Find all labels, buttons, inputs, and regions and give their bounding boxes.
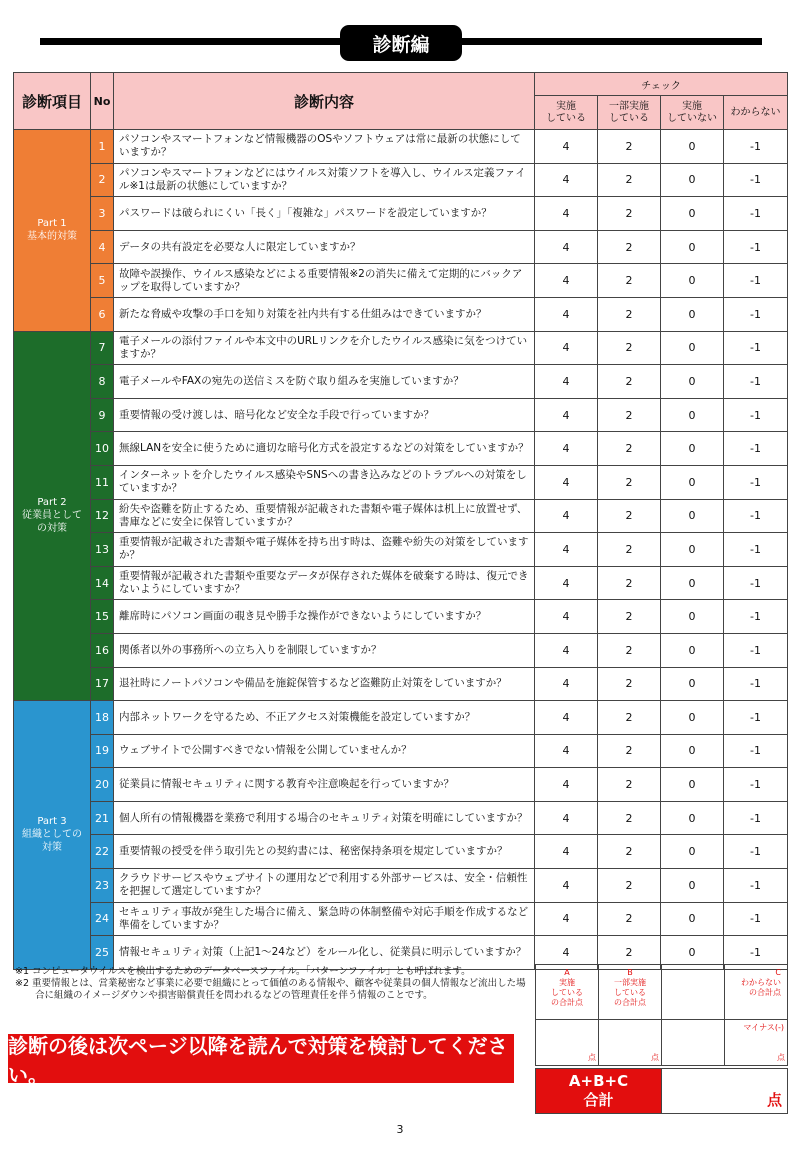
score-partial[interactable]: 2 xyxy=(598,331,661,365)
sum-line: 一部実施 xyxy=(614,978,646,987)
score-partial[interactable]: 2 xyxy=(598,835,661,869)
question-text: クラウドサービスやウェブサイトの運用などで利用する外部サービスは、安全・信頼性を把握して選定していますか？ xyxy=(114,869,535,903)
col-label-line: 実施 xyxy=(556,100,576,112)
section-label-part3 xyxy=(14,701,91,970)
table-row xyxy=(14,163,788,197)
header-item: 診断項目 xyxy=(14,73,91,130)
score-notdone[interactable]: 0 xyxy=(661,331,724,365)
score-unknown[interactable]: -1 xyxy=(724,197,788,231)
score-notdone[interactable]: 0 xyxy=(661,600,724,634)
score-notdone[interactable]: 0 xyxy=(661,130,724,164)
total-label xyxy=(536,1069,662,1114)
table-row xyxy=(14,432,788,466)
score-done[interactable]: 4 xyxy=(535,566,598,600)
score-unknown[interactable]: -1 xyxy=(724,701,788,735)
question-text: 退社時にノートパソコンや備品を施錠保管するなど盗難防止対策をしていますか？ xyxy=(114,667,535,701)
sum-b-input[interactable] xyxy=(599,1020,662,1066)
question-text: 新たな脅威や攻撃の手口を知り対策を社内共有する仕組みはできていますか？ xyxy=(114,297,535,331)
score-done[interactable]: 4 xyxy=(535,869,598,903)
notice-banner: 診断の後は次ページ以降を読んで対策を検討してください。 xyxy=(8,1034,514,1083)
question-text: パソコンやスマートフォンなどにはウイルス対策ソフトを導入し、ウイルス定義ファイル※1は最新の状態にしていますか？ xyxy=(114,163,535,197)
row-number: 7 xyxy=(91,331,114,365)
score-unknown[interactable]: -1 xyxy=(724,768,788,802)
sum-line: している xyxy=(614,988,646,997)
score-done[interactable]: 4 xyxy=(535,465,598,499)
score-unknown[interactable]: -1 xyxy=(724,566,788,600)
row-number: 4 xyxy=(91,230,114,264)
score-partial[interactable]: 2 xyxy=(598,533,661,567)
score-unknown[interactable]: -1 xyxy=(724,801,788,835)
row-number: 19 xyxy=(91,734,114,768)
table-row xyxy=(14,264,788,298)
section-label-line: 組織としての xyxy=(22,829,82,841)
score-notdone[interactable]: 0 xyxy=(661,533,724,567)
score-partial[interactable]: 2 xyxy=(598,633,661,667)
footnote-2: ※2 重要情報とは、営業秘密など事業に必要で組織にとって価値のある情報や、顧客や従業員の個人情報など流出した場合に組織のイメージダウンや損害賠償責任を問われるなどの管理責任を伴う情報のことです。 xyxy=(15,978,526,1001)
section-label-line: 対策 xyxy=(42,842,62,854)
score-partial[interactable]: 2 xyxy=(598,701,661,735)
table-row xyxy=(14,297,788,331)
score-notdone[interactable]: 0 xyxy=(661,902,724,936)
score-partial[interactable]: 2 xyxy=(598,566,661,600)
table-row xyxy=(14,734,788,768)
score-done[interactable]: 4 xyxy=(535,600,598,634)
question-text: セキュリティ事故が発生した場合に備え、緊急時の体制整備や対応手順を作成するなど準備をしていますか？ xyxy=(114,902,535,936)
score-done[interactable]: 4 xyxy=(535,197,598,231)
table-row xyxy=(14,398,788,432)
col-label-line: 一部実施 xyxy=(609,100,649,112)
table-row xyxy=(14,566,788,600)
score-notdone[interactable]: 0 xyxy=(661,936,724,970)
score-unknown[interactable]: -1 xyxy=(724,835,788,869)
question-text: 個人所有の情報機器を業務で利用する場合のセキュリティ対策を明確にしていますか？ xyxy=(114,801,535,835)
score-done[interactable]: 4 xyxy=(535,398,598,432)
score-notdone[interactable]: 0 xyxy=(661,432,724,466)
score-unknown[interactable]: -1 xyxy=(724,633,788,667)
score-notdone[interactable]: 0 xyxy=(661,365,724,399)
score-notdone[interactable]: 0 xyxy=(661,398,724,432)
score-partial[interactable]: 2 xyxy=(598,365,661,399)
section-label-line: の対策 xyxy=(37,523,67,535)
score-partial[interactable]: 2 xyxy=(598,801,661,835)
question-text: 重要情報が記載された書類や重要なデータが保存された媒体を破棄する時は、復元できないようにしていますか？ xyxy=(114,566,535,600)
row-number: 2 xyxy=(91,163,114,197)
question-text: 電子メールの添付ファイルや本文中のURLリンクを介したウイルス感染に気をつけていますか？ xyxy=(114,331,535,365)
table-row xyxy=(14,869,788,903)
total-table xyxy=(535,1068,788,1114)
score-unknown[interactable]: -1 xyxy=(724,264,788,298)
sum-line: の合計点 xyxy=(749,988,781,997)
sum-blank xyxy=(662,1020,725,1066)
score-done[interactable]: 4 xyxy=(535,902,598,936)
score-unknown[interactable]: -1 xyxy=(724,869,788,903)
score-notdone[interactable]: 0 xyxy=(661,701,724,735)
score-notdone[interactable]: 0 xyxy=(661,869,724,903)
score-notdone[interactable]: 0 xyxy=(661,264,724,298)
score-notdone[interactable]: 0 xyxy=(661,801,724,835)
score-partial[interactable]: 2 xyxy=(598,499,661,533)
table-row xyxy=(14,701,788,735)
table-row xyxy=(14,902,788,936)
sum-minus-label: マイナス(-) xyxy=(743,1023,784,1032)
question-text: データの共有設定を必要な人に限定していますか？ xyxy=(114,230,535,264)
score-notdone[interactable]: 0 xyxy=(661,499,724,533)
score-partial[interactable]: 2 xyxy=(598,902,661,936)
header-col-unknown xyxy=(724,96,788,130)
score-partial[interactable]: 2 xyxy=(598,432,661,466)
score-notdone[interactable]: 0 xyxy=(661,835,724,869)
score-done[interactable]: 4 xyxy=(535,533,598,567)
score-unknown[interactable]: -1 xyxy=(724,667,788,701)
score-partial[interactable]: 2 xyxy=(598,230,661,264)
score-unknown[interactable]: -1 xyxy=(724,734,788,768)
question-text: インターネットを介したウイルス感染やSNSへの書き込みなどのトラブルへの対策をしていますか？ xyxy=(114,465,535,499)
score-partial[interactable]: 2 xyxy=(598,130,661,164)
score-notdone[interactable]: 0 xyxy=(661,230,724,264)
score-unknown[interactable]: -1 xyxy=(724,936,788,970)
sum-unit: 点 xyxy=(651,1053,659,1062)
sum-blank xyxy=(662,965,725,1020)
sum-unit: 点 xyxy=(777,1053,785,1062)
question-text: 関係者以外の事務所への立ち入りを制限していますか？ xyxy=(114,633,535,667)
page-number: 3 xyxy=(396,1123,404,1136)
score-done[interactable]: 4 xyxy=(535,768,598,802)
row-number: 21 xyxy=(91,801,114,835)
score-unknown[interactable]: -1 xyxy=(724,398,788,432)
score-partial[interactable]: 2 xyxy=(598,297,661,331)
score-notdone[interactable]: 0 xyxy=(661,297,724,331)
score-done[interactable]: 4 xyxy=(535,667,598,701)
question-text: 従業員に情報セキュリティに関する教育や注意喚起を行っていますか？ xyxy=(114,768,535,802)
score-notdone[interactable]: 0 xyxy=(661,667,724,701)
score-unknown[interactable]: -1 xyxy=(724,902,788,936)
score-unknown[interactable]: -1 xyxy=(724,499,788,533)
score-done[interactable]: 4 xyxy=(535,130,598,164)
row-number: 11 xyxy=(91,465,114,499)
header-col-notdone xyxy=(661,96,724,130)
sum-line: の合計点 xyxy=(614,998,646,1007)
sum-line: A xyxy=(564,968,570,977)
score-done[interactable]: 4 xyxy=(535,230,598,264)
score-unknown[interactable]: -1 xyxy=(724,230,788,264)
score-done[interactable]: 4 xyxy=(535,365,598,399)
score-notdone[interactable]: 0 xyxy=(661,768,724,802)
score-done[interactable]: 4 xyxy=(535,264,598,298)
score-done[interactable]: 4 xyxy=(535,801,598,835)
row-number: 23 xyxy=(91,869,114,903)
question-text: 重要情報が記載された書類や電子媒体を持ち出す時は、盗難や紛失の対策をしていますか？ xyxy=(114,533,535,567)
score-unknown[interactable]: -1 xyxy=(724,600,788,634)
question-text: 紛失や盗難を防止するため、重要情報が記載された書類や電子媒体は机上に放置せず、書庫などに安全に保管していますか？ xyxy=(114,499,535,533)
header-col-done xyxy=(535,96,598,130)
table-row xyxy=(14,667,788,701)
section-label-line: Part 1 xyxy=(37,218,67,230)
score-notdone[interactable]: 0 xyxy=(661,566,724,600)
row-number: 9 xyxy=(91,398,114,432)
sum-unit: 点 xyxy=(588,1053,596,1062)
sum-label-c xyxy=(725,965,788,1020)
diagnosis-table xyxy=(13,72,788,970)
score-done[interactable]: 4 xyxy=(535,734,598,768)
row-number: 5 xyxy=(91,264,114,298)
score-partial[interactable]: 2 xyxy=(598,667,661,701)
question-text: 重要情報の授受を伴う取引先との契約書には、秘密保持条項を規定していますか？ xyxy=(114,835,535,869)
total-line: 合計 xyxy=(583,1091,614,1109)
question-text: 電子メールやFAXの宛先の送信ミスを防ぐ取り組みを実施していますか？ xyxy=(114,365,535,399)
sum-c-input[interactable] xyxy=(725,1020,788,1066)
question-text: 情報セキュリティ対策（上記1〜24など）をルール化し、従業員に明示していますか？ xyxy=(114,936,535,970)
table-row xyxy=(14,533,788,567)
row-number: 16 xyxy=(91,633,114,667)
row-number: 3 xyxy=(91,197,114,231)
table-row xyxy=(14,230,788,264)
row-number: 24 xyxy=(91,902,114,936)
footnote-1: ※1 コンピュータウイルスを検出するためのデータベースファイル。「パターンファイル」とも呼ばれます。 xyxy=(15,966,471,977)
col-label-line: 実施 xyxy=(682,100,702,112)
total-line: A+B+C xyxy=(568,1072,629,1090)
question-text: 離席時にパソコン画面の覗き見や勝手な操作ができないようにしていますか？ xyxy=(114,600,535,634)
table-row xyxy=(14,130,788,164)
row-number: 1 xyxy=(91,130,114,164)
score-done[interactable]: 4 xyxy=(535,936,598,970)
sum-label-b xyxy=(599,965,662,1020)
score-partial[interactable]: 2 xyxy=(598,734,661,768)
sum-line: わからない xyxy=(741,978,781,987)
row-number: 12 xyxy=(91,499,114,533)
section-label-line: 基本的対策 xyxy=(27,231,77,243)
row-number: 22 xyxy=(91,835,114,869)
score-unknown[interactable]: -1 xyxy=(724,432,788,466)
page-title: 診断編 xyxy=(340,25,462,61)
table-row xyxy=(14,197,788,231)
col-label-line: している xyxy=(609,112,649,124)
sum-line: 実施 xyxy=(559,978,575,987)
sum-line: B xyxy=(627,968,633,977)
col-label-line: わからない xyxy=(730,106,781,118)
header-no: No xyxy=(91,73,114,130)
row-number: 8 xyxy=(91,365,114,399)
section-label-part1 xyxy=(14,130,91,332)
score-done[interactable]: 4 xyxy=(535,297,598,331)
section-label-line: Part 2 xyxy=(37,497,67,509)
section-label-line: Part 3 xyxy=(37,816,67,828)
score-unknown[interactable]: -1 xyxy=(724,331,788,365)
score-partial[interactable]: 2 xyxy=(598,768,661,802)
section-label-part2 xyxy=(14,331,91,701)
question-text: 内部ネットワークを守るため、不正アクセス対策機能を設定していますか？ xyxy=(114,701,535,735)
section-label-line: 従業員として xyxy=(22,510,82,522)
score-done[interactable]: 4 xyxy=(535,499,598,533)
score-notdone[interactable]: 0 xyxy=(661,197,724,231)
score-done[interactable]: 4 xyxy=(535,835,598,869)
score-done[interactable]: 4 xyxy=(535,432,598,466)
total-input[interactable] xyxy=(662,1069,788,1114)
score-partial[interactable]: 2 xyxy=(598,600,661,634)
table-row xyxy=(14,633,788,667)
table-row xyxy=(14,331,788,365)
score-partial[interactable]: 2 xyxy=(598,264,661,298)
question-text: 故障や誤操作、ウイルス感染などによる重要情報※2の消失に備えて定期的にバックアップを取得していますか？ xyxy=(114,264,535,298)
score-partial[interactable]: 2 xyxy=(598,163,661,197)
col-label-line: している xyxy=(546,112,586,124)
score-notdone[interactable]: 0 xyxy=(661,163,724,197)
table-row xyxy=(14,801,788,835)
score-notdone[interactable]: 0 xyxy=(661,633,724,667)
score-unknown[interactable]: -1 xyxy=(724,533,788,567)
score-partial[interactable]: 2 xyxy=(598,465,661,499)
score-done[interactable]: 4 xyxy=(535,633,598,667)
table-row xyxy=(14,365,788,399)
score-unknown[interactable]: -1 xyxy=(724,163,788,197)
score-done[interactable]: 4 xyxy=(535,331,598,365)
col-label-line: していない xyxy=(667,112,717,124)
score-partial[interactable]: 2 xyxy=(598,197,661,231)
row-number: 14 xyxy=(91,566,114,600)
question-text: 無線LANを安全に使うために適切な暗号化方式を設定するなどの対策をしていますか？ xyxy=(114,432,535,466)
row-number: 25 xyxy=(91,936,114,970)
table-row xyxy=(14,499,788,533)
score-partial[interactable]: 2 xyxy=(598,936,661,970)
question-text: パスワードは破られにくい「長く」「複雑な」パスワードを設定していますか？ xyxy=(114,197,535,231)
score-notdone[interactable]: 0 xyxy=(661,465,724,499)
header-content: 診断内容 xyxy=(114,73,535,130)
question-text: 重要情報の受け渡しは、暗号化など安全な手段で行っていますか？ xyxy=(114,398,535,432)
question-text: ウェブサイトで公開すべきでない情報を公開していませんか？ xyxy=(114,734,535,768)
header-col-partial xyxy=(598,96,661,130)
sum-line: している xyxy=(551,988,583,997)
table-row xyxy=(14,835,788,869)
row-number: 18 xyxy=(91,701,114,735)
score-partial[interactable]: 2 xyxy=(598,869,661,903)
score-notdone[interactable]: 0 xyxy=(661,734,724,768)
row-number: 13 xyxy=(91,533,114,567)
table-row xyxy=(14,768,788,802)
score-unknown[interactable]: -1 xyxy=(724,297,788,331)
score-done[interactable]: 4 xyxy=(535,701,598,735)
row-number: 6 xyxy=(91,297,114,331)
table-row xyxy=(14,465,788,499)
sum-line: の合計点 xyxy=(551,998,583,1007)
score-unknown[interactable]: -1 xyxy=(724,465,788,499)
row-number: 20 xyxy=(91,768,114,802)
sum-line: C xyxy=(775,968,781,977)
question-text: パソコンやスマートフォンなど情報機器のOSやソフトウェアは常に最新の状態にしていますか？ xyxy=(114,130,535,164)
row-number: 17 xyxy=(91,667,114,701)
row-number: 10 xyxy=(91,432,114,466)
footnotes xyxy=(15,966,530,1002)
score-done[interactable]: 4 xyxy=(535,163,598,197)
score-unknown[interactable]: -1 xyxy=(724,130,788,164)
header-check: チェック xyxy=(535,73,788,96)
score-unknown[interactable]: -1 xyxy=(724,365,788,399)
score-partial[interactable]: 2 xyxy=(598,398,661,432)
table-row xyxy=(14,600,788,634)
sum-label-a xyxy=(536,965,599,1020)
row-number: 15 xyxy=(91,600,114,634)
sum-a-input[interactable] xyxy=(536,1020,599,1066)
total-unit: 点 xyxy=(766,1091,782,1109)
